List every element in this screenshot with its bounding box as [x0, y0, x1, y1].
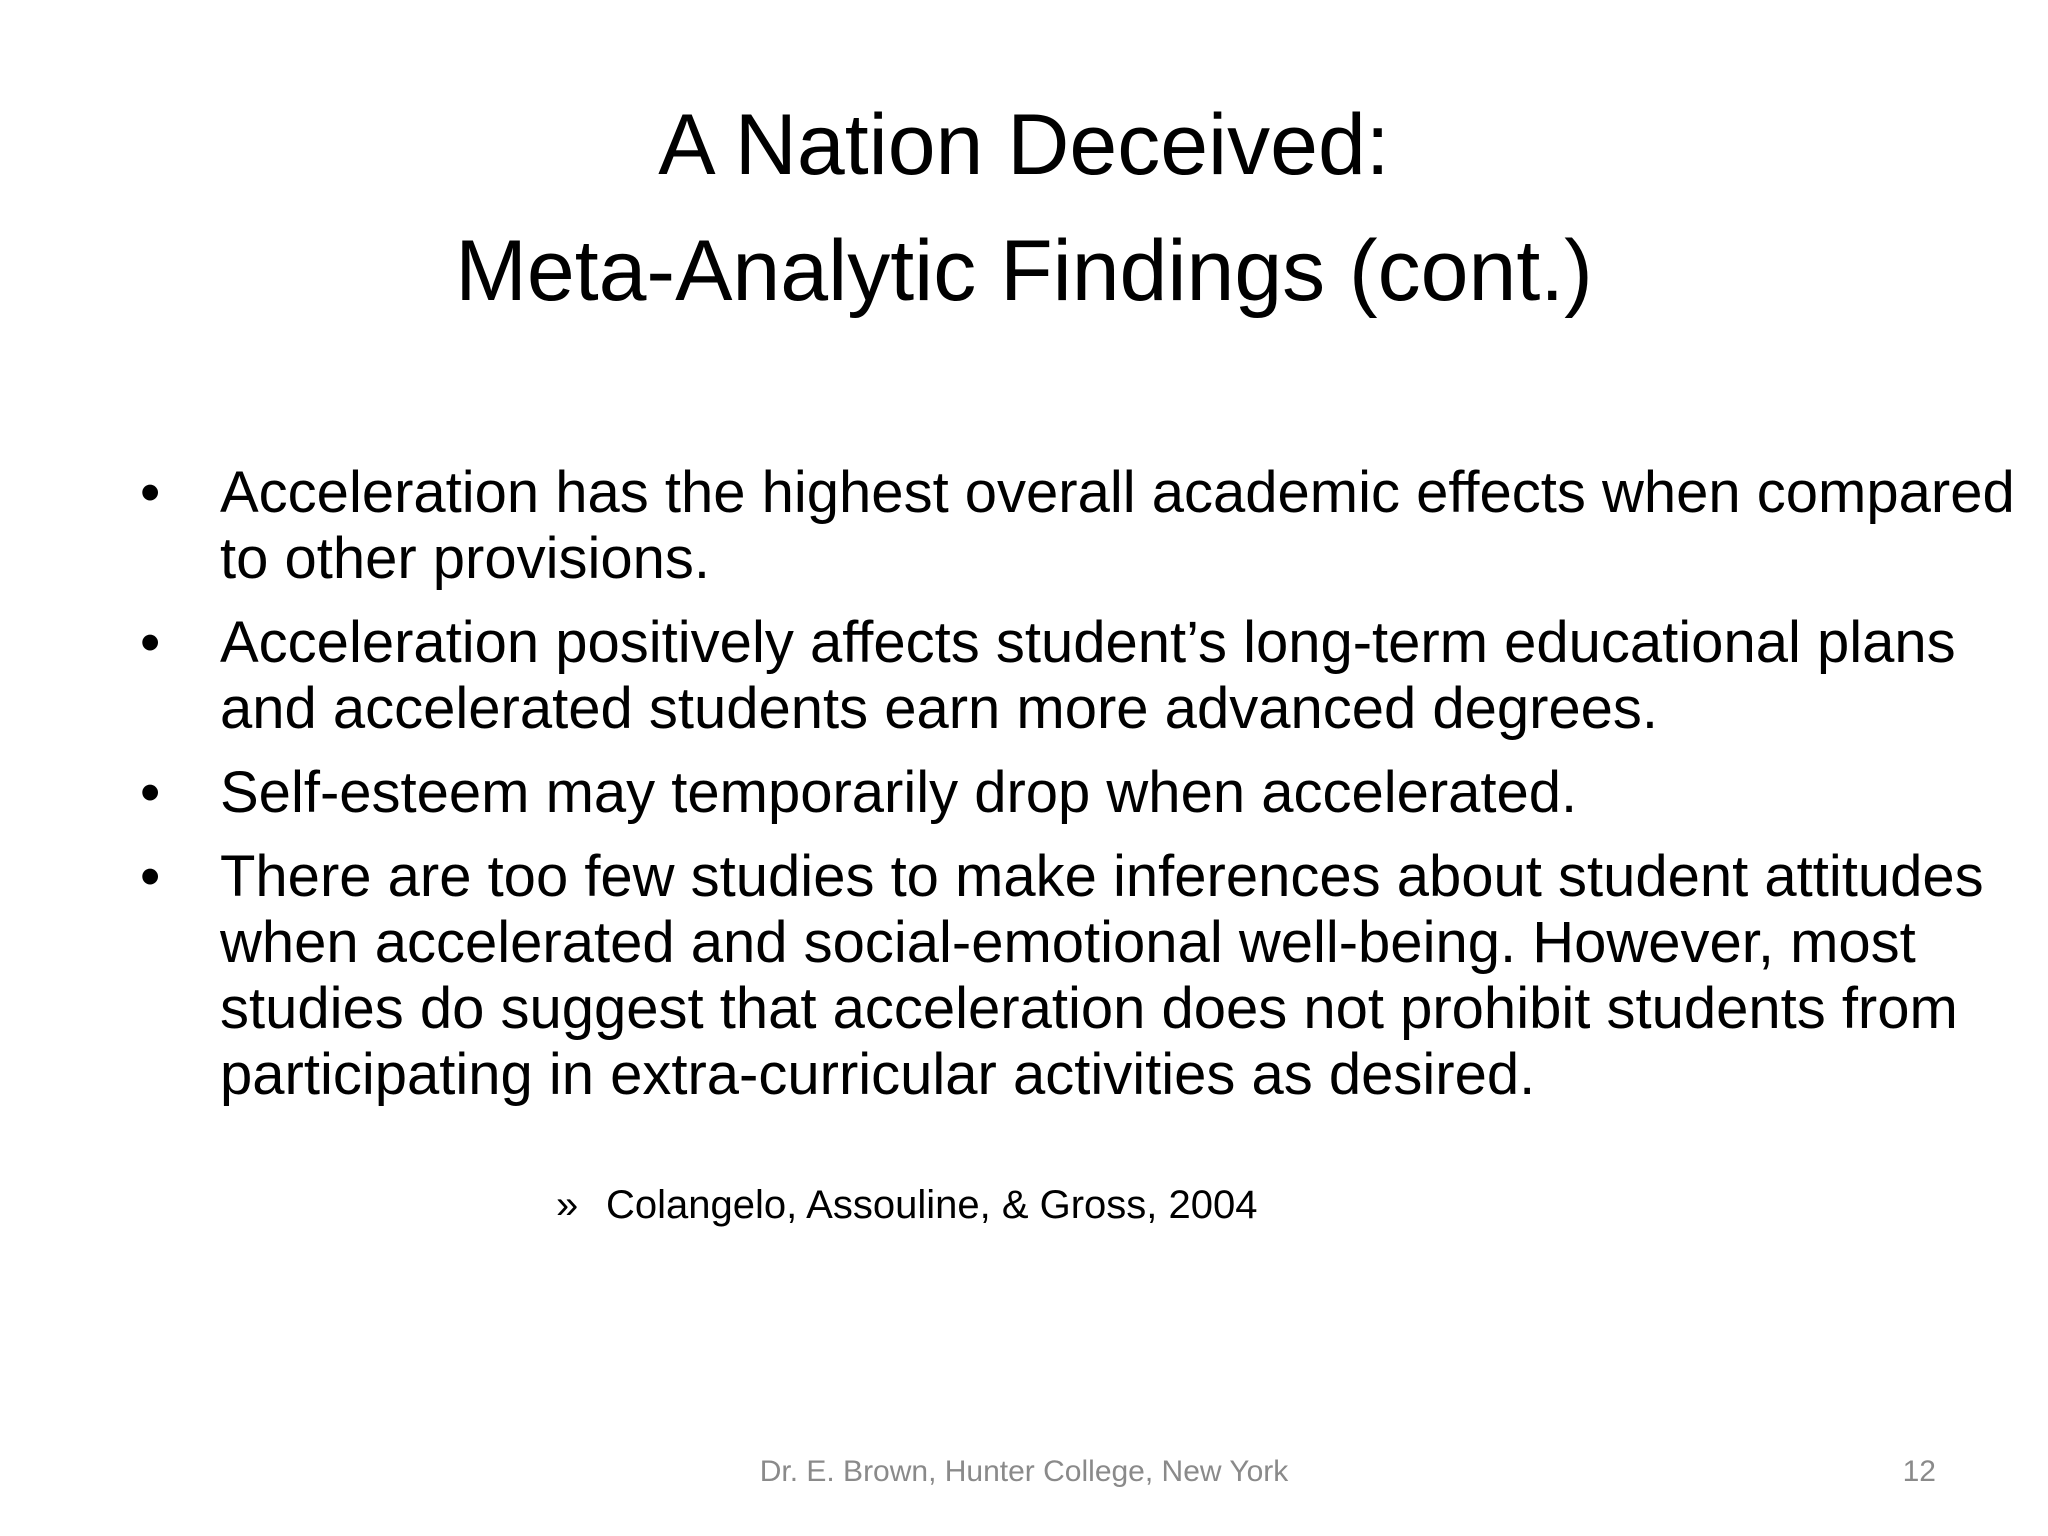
- bullet-text: Acceleration has the highest overall academic effects when compared to other provisions.: [220, 460, 2015, 591]
- bullet-icon: •: [140, 460, 161, 525]
- citation-arrow-icon: »: [556, 1183, 579, 1227]
- bullet-item: [140, 760, 2020, 826]
- bullet-item: [140, 460, 2020, 592]
- citation: [556, 1180, 1258, 1230]
- footer-text: Dr. E. Brown, Hunter College, New York: [759, 1455, 1289, 1488]
- title-line-2: Meta-Analytic Findings (cont.): [455, 223, 1593, 319]
- bullet-item: [140, 610, 2020, 742]
- bullet-item: [140, 844, 2020, 1108]
- bullet-text: There are too few studies to make inferences about student attitudes when accelerated and social-emotional well-being. However, most studies do suggest that acceleration does not prohibit students from participating in extra-curricular activities as desired.: [220, 844, 1984, 1107]
- page-number: 12: [1902, 1455, 1936, 1488]
- bullet-text: Acceleration positively affects student’s long-term educational plans and accelerated students earn more advanced degrees.: [220, 610, 1956, 741]
- bullet-text: Self-esteem may temporarily drop when accelerated.: [220, 760, 1578, 825]
- slide-title: [0, 82, 2048, 334]
- title-line-1: A Nation Deceived:: [658, 97, 1390, 193]
- bullet-icon: •: [140, 760, 161, 825]
- citation-text: Colangelo, Assouline, & Gross, 2004: [606, 1183, 1258, 1227]
- bullet-list: [140, 460, 2020, 1126]
- bullet-icon: •: [140, 610, 161, 675]
- bullet-icon: •: [140, 844, 161, 909]
